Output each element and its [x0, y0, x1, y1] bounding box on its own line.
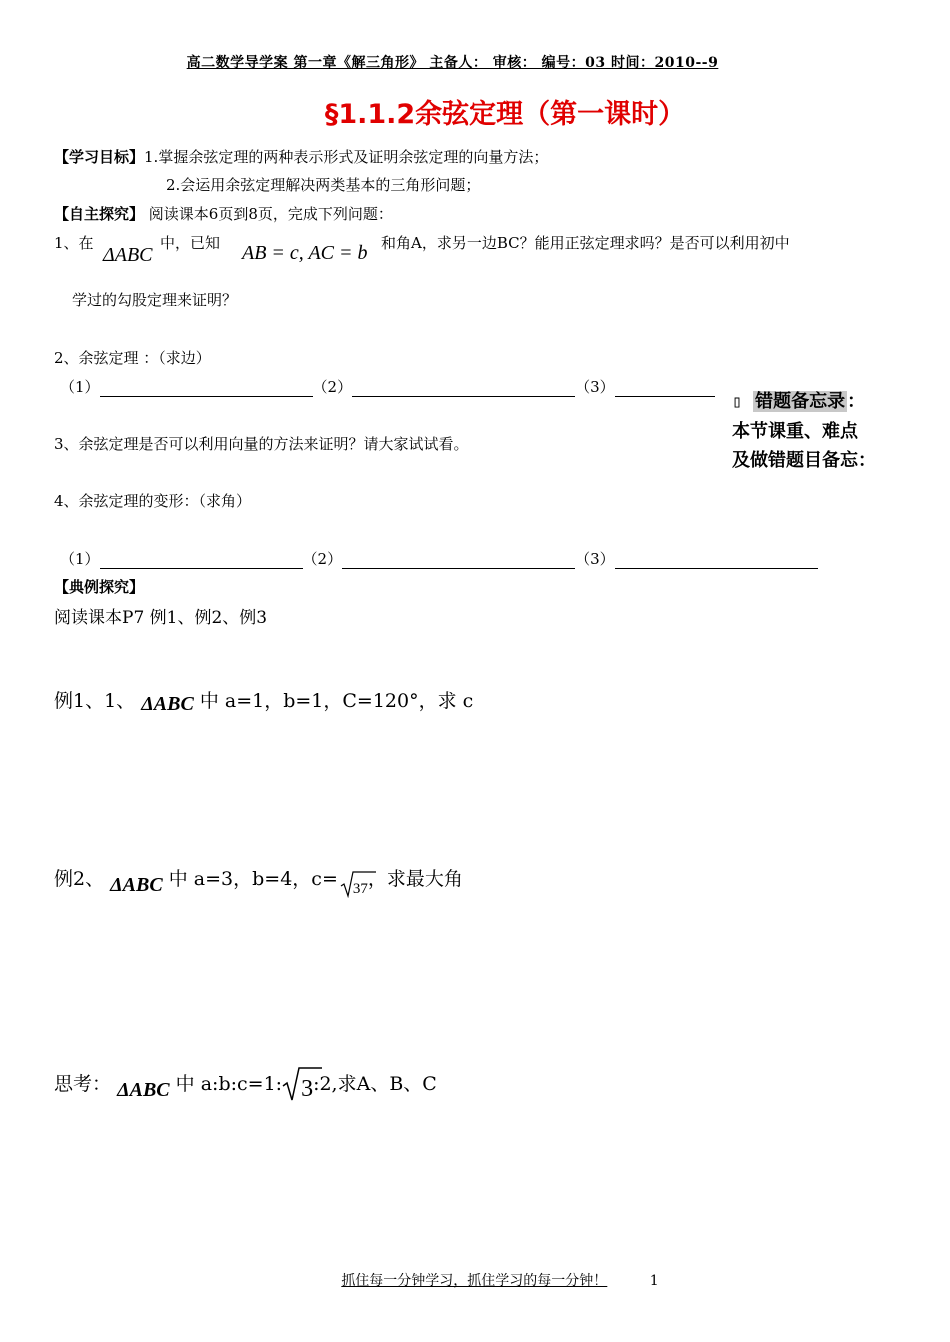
blank-label-3: （3）	[575, 378, 615, 396]
page-number: 1	[649, 1273, 659, 1289]
question-2: 2、余弦定理 ：（求边）	[54, 349, 211, 367]
sqrt-37-radicand: 37	[352, 881, 368, 897]
example-1-prefix: 例1、1、	[54, 690, 136, 712]
memo-title: 错题备忘录	[755, 391, 846, 412]
memo-line-2: 本节课重、难点	[732, 421, 858, 442]
blank-label-2: （2）	[302, 550, 343, 568]
memo-bullet-icon: ▯	[732, 392, 743, 412]
question-1-line-2: 学过的勾股定理来证明？	[72, 291, 238, 309]
example-2	[54, 864, 463, 897]
answer-blank[interactable]	[615, 382, 715, 397]
question-1-prefix: 1、在	[54, 234, 94, 252]
example-1-triangle-formula: ΔABC	[141, 693, 194, 715]
blank-label-1: （1）	[60, 378, 100, 396]
thinking-mid: 中 a:b:c=1:	[175, 1073, 283, 1095]
sqrt-3-radicand: 3	[301, 1076, 314, 1102]
question-1-suffix: 和角A，求另一边BC？能用正弦定理求吗？是否可以利用初中	[381, 234, 790, 252]
page-title: §1.1.2余弦定理（第一课时）	[324, 99, 686, 130]
self-study-intro: 阅读课本6页到8页，完成下列问题：	[144, 205, 393, 223]
thinking-triangle-formula: ΔABC	[117, 1079, 170, 1101]
memo-title-colon: ：	[847, 391, 866, 412]
example-2-triangle-formula: ΔABC	[110, 874, 163, 896]
objectives-row-1	[54, 146, 548, 167]
examples-label: 【典例探究】	[54, 578, 145, 596]
page-footer	[0, 1270, 950, 1290]
q1-triangle-formula: ΔABC	[103, 244, 153, 266]
blank-row-2	[60, 548, 818, 569]
question-1-mid: 中，已知	[160, 234, 221, 252]
thinking-suffix: :2,求A、B、C	[313, 1073, 437, 1095]
footer-motto: 抓住每一分钟学习，抓住学习的每一分钟！	[341, 1273, 608, 1289]
blank-label-3: （3）	[575, 550, 615, 568]
thinking-question	[54, 1069, 437, 1102]
sqrt-sign-icon	[282, 1066, 322, 1102]
example-2-mid: 中 a=3，b=4，c=	[168, 868, 338, 890]
answer-blank[interactable]	[100, 554, 303, 569]
page-header: 高二数学导学案 第一章《解三角形》 主备人： 审核： 编号：03 时间：2010--9	[186, 55, 719, 71]
answer-blank[interactable]	[100, 382, 313, 397]
sqrt-sign-icon	[340, 870, 376, 898]
sqrt-3-formula	[282, 1076, 313, 1103]
thinking-prefix: 思考：	[54, 1073, 112, 1095]
memo-line-3: 及做错题目备忘：	[732, 450, 876, 471]
self-study-row	[54, 203, 393, 224]
q1-given-formula: AB = c, AC = b	[242, 242, 368, 264]
memo-line-1	[732, 387, 865, 413]
blank-label-2: （2）	[312, 378, 353, 396]
example-1-suffix: 中 a=1，b=1，C=120°，求 c	[199, 690, 474, 712]
objective-item-1: 1.掌握余弦定理的两种表示形式及证明余弦定理的向量方法；	[144, 148, 549, 166]
answer-blank[interactable]	[615, 554, 818, 569]
blank-row-1	[60, 376, 715, 397]
objectives-label: 【学习目标】	[54, 148, 145, 166]
self-study-label: 【自主探究】	[54, 205, 145, 223]
objective-item-2: 2.会运用余弦定理解决两类基本的三角形问题；	[166, 176, 481, 194]
examples-read: 阅读课本P7 例1、例2、例3	[54, 608, 268, 628]
blank-label-1: （1）	[60, 550, 100, 568]
sqrt-37-formula	[340, 876, 368, 898]
answer-blank[interactable]	[342, 554, 575, 569]
question-4: 4、余弦定理的变形：（求角）	[54, 492, 252, 510]
example-2-prefix: 例2、	[54, 868, 105, 890]
question-3: 3、余弦定理是否可以利用向量的方法来证明？请大家试试看。	[54, 435, 469, 453]
example-2-suffix: ，求最大角	[367, 868, 463, 890]
example-1	[54, 686, 473, 713]
answer-blank[interactable]	[352, 382, 575, 397]
